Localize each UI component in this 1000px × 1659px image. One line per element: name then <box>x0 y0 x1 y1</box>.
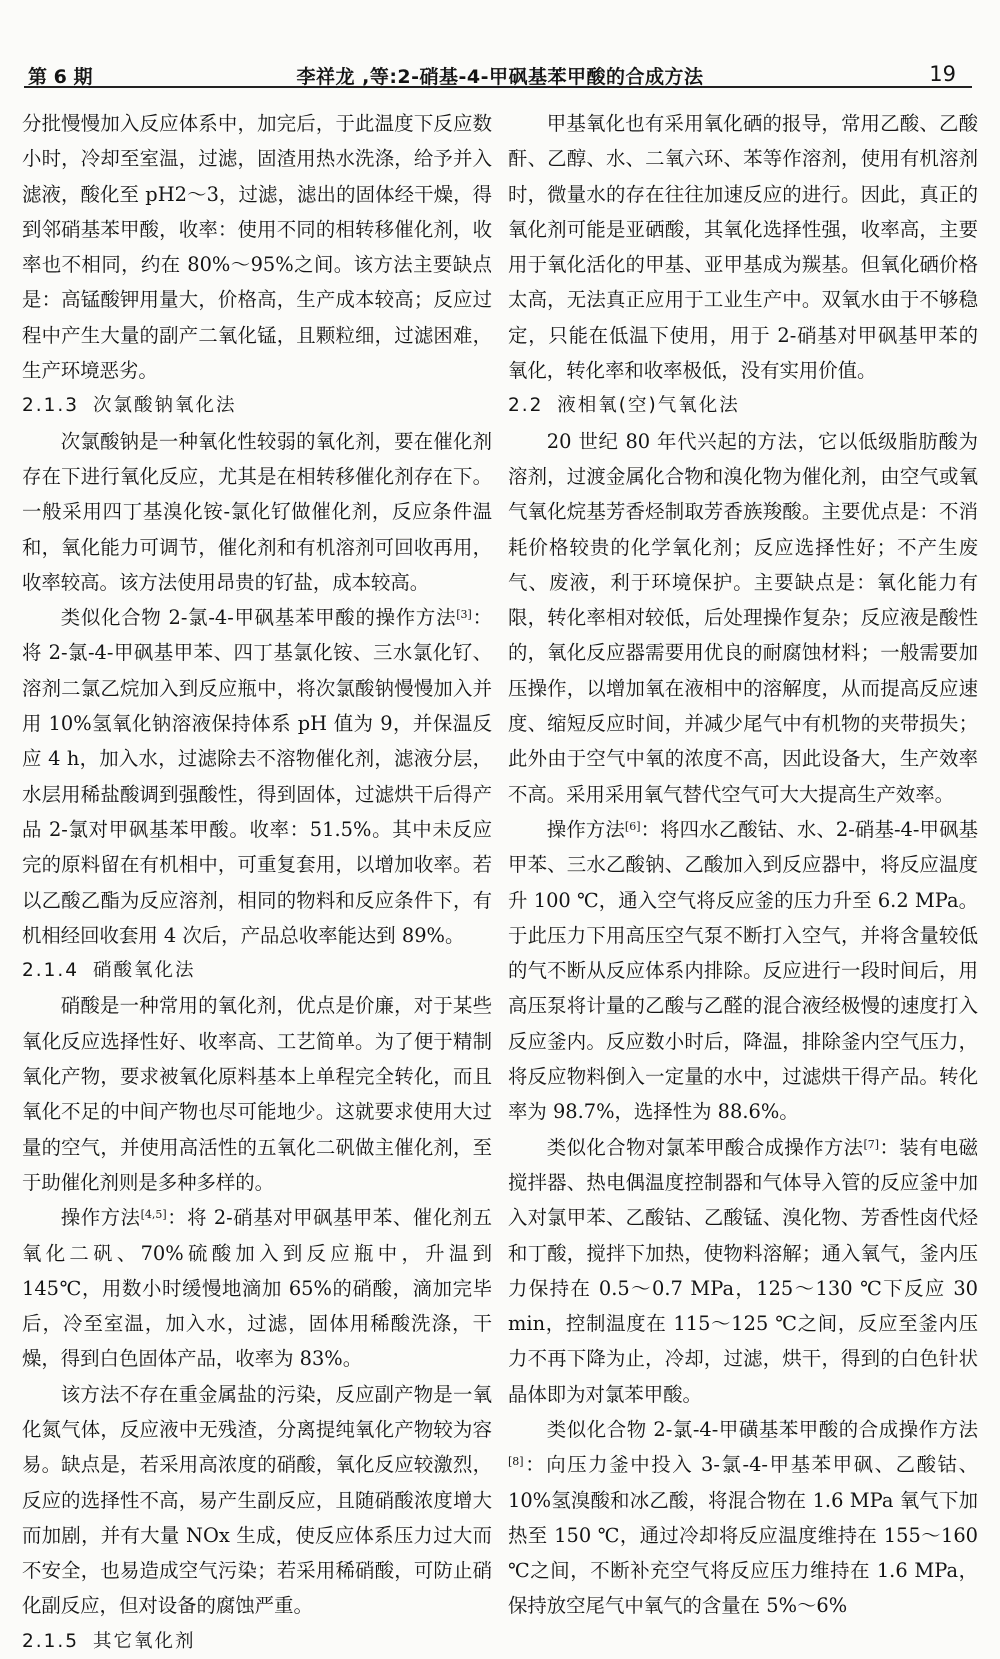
running-title: 李祥龙 ,等:2-硝基-4-甲砜基苯甲酸的合成方法 <box>296 66 704 88</box>
issue-number: 第 6 期 <box>28 66 93 88</box>
header-rule <box>24 86 972 88</box>
paragraph: 该方法不存在重金属盐的污染，反应副产物是一氧化氮气体，反应液中无残渣，分离提纯氧化产物较为容易。缺点是，若采用高浓度的硝酸，氧化反应较激烈，反应的选择性不高，易产生副反应，且随硝酸浓度增大而加剧，并有大量 NOx 生成，使反应体系压力过大而不安全，也易造成空气污染；若采用稀硝酸，可防止硝化副反应，但对设备的腐蚀严重。 <box>22 1382 492 1618</box>
page-number: 19 <box>929 62 956 86</box>
paragraph: 类似化合物对氯苯甲酸合成操作方法[7]：装有电磁搅拌器、热电偶温度控制器和气体导入管的反应釜中加入对氯甲苯、乙酸钴、乙酸锰、溴化物、芳香性卤代烃和丁酸，搅拌下加热，使物料溶解；通入氧气，釜内压力保持在 0.5～0.7 MPa，125～130 ℃下反应 30 min，控制温度在 115～125 ℃之间，反应至釜内压力不再下降为止，冷却，过滤，烘干，得到的白色针状晶体即为对氯苯甲酸。 <box>508 1135 979 1406</box>
section-heading-2-1-5: 2.1.5 其它氧化剂 <box>22 1630 196 1652</box>
citation-ref: [3] <box>456 608 472 622</box>
section-heading-2-2: 2.2 液相氧(空)气氧化法 <box>508 395 740 417</box>
citation-ref: [4,5] <box>140 1208 167 1222</box>
paragraph: 甲基氧化也有采用氧化硒的报导，常用乙酸、乙酸酐、乙醇、水、二氧六环、苯等作溶剂，使用有机溶剂时，微量水的存在往往加速反应的进行。因此，真正的氧化剂可能是亚硒酸，其氧化选择性强，收率高，主要用于氧化活化的甲基、亚甲基成为羰基。但氧化硒价格太高，无法真正应用于工业生产中。双氧水由于不够稳定，只能在低温下使用，用于 2-硝基对甲砜基甲苯的氧化，转化率和收率极低，没有实用价值。 <box>508 112 978 383</box>
section-heading-2-1-4: 2.1.4 硝酸氧化法 <box>22 960 196 982</box>
paragraph: 操作方法[4,5]：将 2-硝基对甲砜基甲苯、催化剂五氧化二矾、70%硫酸加入到反应瓶中，升温到 145℃，用数小时缓慢地滴加 65%的硝酸，滴加完毕后，冷至室温，加入水，过滤，固体用稀酸洗涤，干燥，得到白色固体产品，收率为 83%。 <box>22 1206 492 1371</box>
citation-ref: [8] <box>508 1455 524 1469</box>
paragraph: 类似化合物 2-氯-4-甲磺基苯甲酸的合成操作方法[8]：向压力釜中投入 3-氯-4-甲基苯甲砜、乙酸钴、10%氢溴酸和冰乙酸，将混合物在 1.6 MPa 氧气下加热至 150 ℃，通过冷却将反应温度维持在 155～160 ℃之间，不断补充空气将反应压力维持在 1.6 MPa，保持放空尾气中氧气的含量在 5%～6% <box>508 1417 978 1618</box>
paragraph: 操作方法[6]：将四水乙酸钴、水、2-硝基-4-甲砜基甲苯、三水乙酸钠、乙酸加入到反应器中，将反应温度升 100 ℃，通入空气将反应釜的压力升至 6.2 MPa。于此压力下用高压空气泵不断打入空气，并将含量较低的气不断从反应体系内排除。反应进行一段时间后，用高压泵将计量的乙酸与乙醛的混合液经极慢的速度打入反应釜内。反应数小时后，降温，排除釜内空气压力，将反应物料倒入一定量的水中，过滤烘干得产品。转化率为 98.7%，选择性为 88.6%。 <box>508 817 978 1124</box>
paragraph: 次氯酸钠是一种氧化性较弱的氧化剂，要在催化剂存在下进行氧化反应，尤其是在相转移催化剂存在下。一般采用四丁基溴化铵-氯化钌做催化剂，反应条件温和，氧化能力可调节，催化剂和有机溶剂可回收再用，收率较高。该方法使用昂贵的钌盐，成本较高。 <box>22 429 492 594</box>
paragraph: 20 世纪 80 年代兴起的方法，它以低级脂肪酸为溶剂，过渡金属化合物和溴化物为催化剂，由空气或氧气氧化烷基芳香烃制取芳香族羧酸。主要优点是：不消耗价格较贵的化学氧化剂；反应选择性好；不产生废气、废液，利于环境保护。主要缺点是：氧化能力有限，转化率相对较低，后处理操作复杂；反应液是酸性的，氧化反应器需要用优良的耐腐蚀材料；一般需要加压操作，以增加氧在液相中的溶解度，从而提高反应速度、缩短反应时间，并减少尾气中有机物的夹带损失；此外由于空气中氧的浓度不高，因此设备大，生产效率不高。采用采用氧气替代空气可大大提高生产效率。 <box>508 429 978 806</box>
citation-ref: [6] <box>624 819 641 833</box>
section-heading-2-1-3: 2.1.3 次氯酸钠氧化法 <box>22 395 237 417</box>
paragraph-continued: 分批慢慢加入反应体系中，加完后，于此温度下反应数小时，冷却至室温，过滤，固渣用热水洗涤，给予并入滤液，酸化至 pH2～3，过滤，滤出的固体经干燥，得到邻硝基苯甲酸，收率：使用不同的相转移催化剂，收率也不相同，约在 80%～95%之间。该方法主要缺点是：高锰酸钾用量大，价格高，生产成本较高；反应过程中产生大量的副产二氧化锰，且颗粒细，过滤困难，生产环境恶劣。 <box>22 112 492 383</box>
paragraph: 类似化合物 2-氯-4-甲砜基苯甲酸的操作方法[3]：将 2-氯-4-甲砜基甲苯、四丁基氯化铵、三水氯化钌、溶剂二氯乙烷加入到反应瓶中，将次氯酸钠慢慢加入并用 10%氢氧化钠溶液保持体系 pH 值为 9，并保温反应 4 h，加入水，过滤除去不溶物催化剂，滤液分层，水层用稀盐酸调到强酸性，得到固体，过滤烘干后得产品 2-氯对甲砜基苯甲酸。收率：51.5%。其中未反应完的原料留在有机相中，可重复套用，以增加收率。若以乙酸乙酯为反应溶剂，相同的物料和反应条件下，有机相经回收套用 4 次后，产品总收率能达到 89%。 <box>22 606 492 947</box>
right-column <box>508 106 978 1624</box>
running-header <box>0 0 1000 86</box>
paragraph: 硝酸是一种常用的氧化剂，优点是价廉，对于某些氧化反应选择性好、收率高、工艺简单。为了便于精制氧化产物，要求被氧化原料基本上单程完全转化，而且氧化不足的中间产物也尽可能地少。这就要求使用大过量的空气，并使用高活性的五氧化二矾做主催化剂，至于助催化剂则是多种多样的。 <box>22 994 492 1194</box>
left-column <box>22 106 492 1659</box>
citation-ref: [7] <box>863 1137 880 1151</box>
